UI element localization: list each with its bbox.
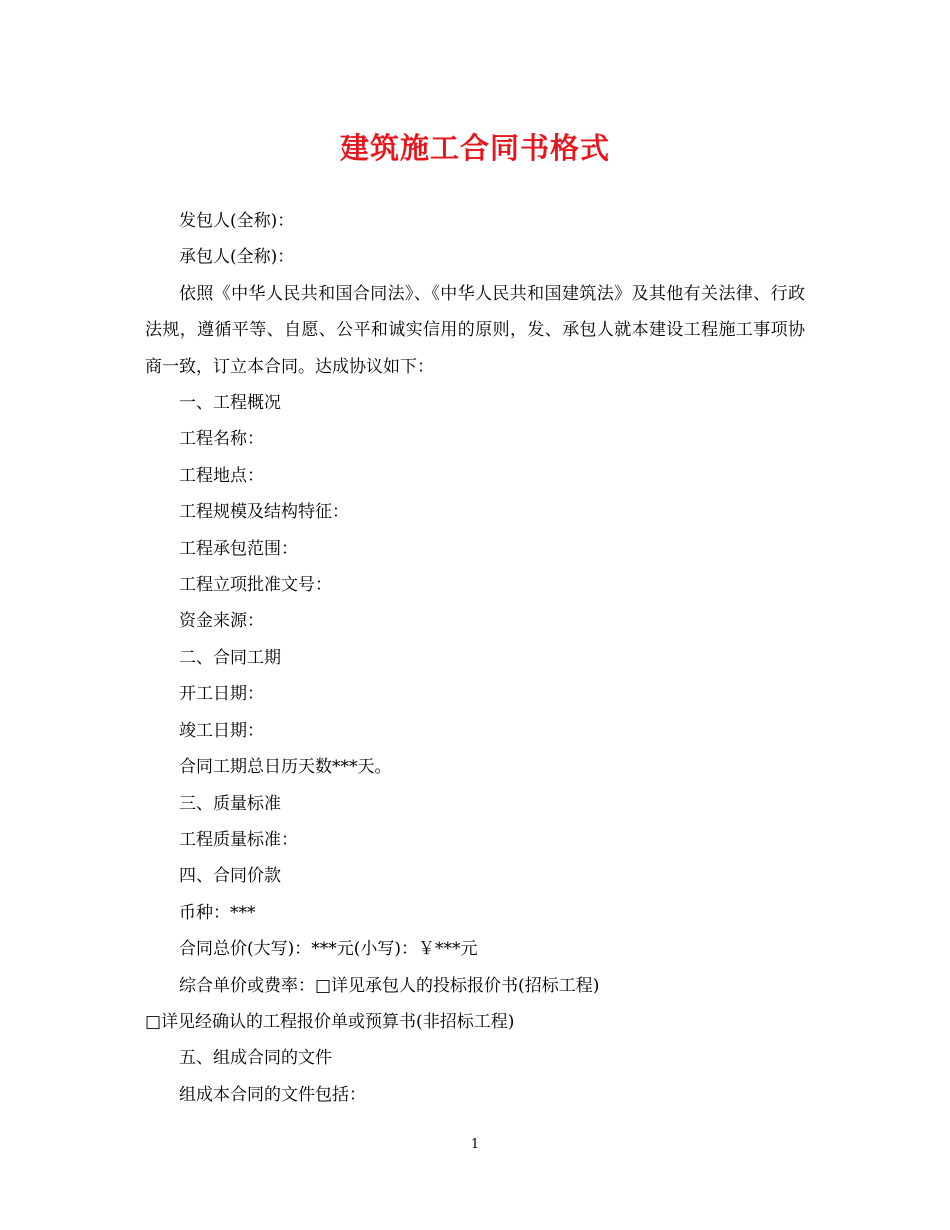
- section-heading-quality-standard: 三、质量标准: [179, 793, 281, 814]
- quality-standard-line: 工程质量标准：: [179, 829, 298, 850]
- contract-documents-line: 组成本合同的文件包括：: [179, 1084, 366, 1105]
- project-name-line: 工程名称：: [179, 429, 264, 450]
- section-heading-contract-price: 四、合同价款: [179, 866, 281, 887]
- unit-price-line: 综合单价或费率：□详见承包人的投标报价书(招标工程): [179, 975, 600, 996]
- document-title: 建筑施工合同书格式: [339, 131, 610, 165]
- budget-option-line: □详见经确认的工程报价单或预算书(非招标工程): [145, 1011, 515, 1032]
- total-days-line: 合同工期总日历天数***天。: [179, 757, 392, 778]
- total-price-line: 合同总价(大写)：***元(小写)：￥***元: [179, 939, 478, 960]
- currency-line: 币种：***: [179, 902, 256, 923]
- employer-line: 发包人(全称)：: [179, 211, 295, 231]
- fund-source-line: 资金来源：: [179, 611, 264, 632]
- section-heading-contract-period: 二、合同工期: [179, 647, 281, 668]
- approval-number-line: 工程立项批准文号：: [179, 575, 332, 596]
- start-date-line: 开工日期：: [179, 684, 264, 705]
- section-heading-project-overview: 一、工程概况: [179, 393, 281, 414]
- page-number: 1: [470, 1137, 480, 1152]
- contractor-line: 承包人(全称)：: [179, 247, 295, 268]
- contract-scope-line: 工程承包范围：: [179, 538, 298, 559]
- project-scale-line: 工程规模及结构特征：: [179, 502, 349, 523]
- preamble-paragraph: 依照《中华人民共和国合同法》、《中华人民共和国建筑法》及其他有关法律、行政法规，遵循平等、自愿、公平和诚实信用的原则，发、承包人就本建设工程施工事项协商一致，订立本合同。达成协议如下：: [145, 283, 805, 377]
- section-heading-contract-documents: 五、组成合同的文件: [179, 1048, 332, 1069]
- completion-date-line: 竣工日期：: [179, 720, 264, 741]
- project-location-line: 工程地点：: [179, 465, 264, 486]
- document-body: [145, 203, 805, 1113]
